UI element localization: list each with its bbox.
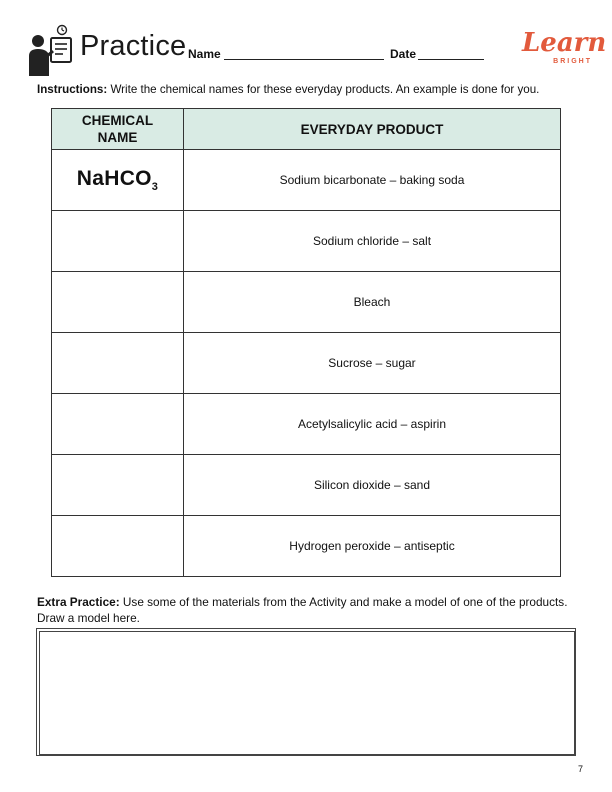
- product-cell: Acetylsalicylic acid – aspirin: [184, 394, 561, 455]
- learn-bright-logo: [522, 28, 607, 72]
- instructions: [37, 82, 577, 97]
- drawing-area[interactable]: [36, 628, 576, 756]
- chemical-answer-cell[interactable]: [52, 516, 184, 577]
- example-formula: [76, 166, 159, 194]
- product-cell: Silicon dioxide – sand: [184, 455, 561, 516]
- logo-word: Learn: [522, 28, 607, 58]
- extra-practice-lead: Extra Practice:: [37, 595, 120, 609]
- product-cell: Sucrose – sugar: [184, 333, 561, 394]
- page-number: 7: [578, 764, 584, 774]
- drawing-area-inner-border: [39, 631, 575, 755]
- extra-practice: [37, 594, 577, 626]
- person-at-board-icon: [26, 24, 76, 76]
- instructions-text: Write the chemical names for these everyday products. An example is done for you.: [107, 83, 540, 96]
- product-cell: Hydrogen peroxide – antiseptic: [184, 516, 561, 577]
- page-title: Practice: [80, 30, 187, 62]
- table-row: [52, 150, 561, 211]
- chemical-answer-cell[interactable]: [52, 211, 184, 272]
- name-label: Name: [188, 47, 221, 61]
- instructions-lead: Instructions:: [37, 83, 108, 96]
- product-cell: Sodium bicarbonate – baking soda: [184, 150, 561, 211]
- chemical-answer-cell[interactable]: [52, 333, 184, 394]
- formula-main: NaHCO: [76, 166, 152, 190]
- chemical-answer-cell[interactable]: [52, 455, 184, 516]
- extra-practice-text: Use some of the materials from the Activity and make a model of one of the products. Draw a model here.: [37, 595, 568, 625]
- chemical-products-table: [51, 108, 561, 577]
- table-row: [52, 394, 561, 455]
- header-chemical-name: CHEMICAL NAME: [52, 109, 184, 150]
- chemical-answer-cell[interactable]: [52, 394, 184, 455]
- table-row: [52, 272, 561, 333]
- example-formula-cell: [52, 150, 184, 211]
- date-blank-line[interactable]: [418, 59, 484, 60]
- product-cell: Bleach: [184, 272, 561, 333]
- table-row: [52, 211, 561, 272]
- table-row: [52, 516, 561, 577]
- table-header-row: [52, 109, 561, 150]
- product-cell: Sodium chloride – salt: [184, 211, 561, 272]
- table-row: [52, 455, 561, 516]
- header-everyday-product: EVERYDAY PRODUCT: [184, 109, 561, 150]
- date-label: Date: [390, 47, 417, 61]
- page-header: [22, 22, 607, 78]
- table-row: [52, 333, 561, 394]
- chemical-answer-cell[interactable]: [52, 272, 184, 333]
- formula-subscript: 3: [151, 181, 159, 194]
- name-blank-line[interactable]: [224, 59, 384, 60]
- logo-subtitle: BRIGHT: [553, 58, 592, 65]
